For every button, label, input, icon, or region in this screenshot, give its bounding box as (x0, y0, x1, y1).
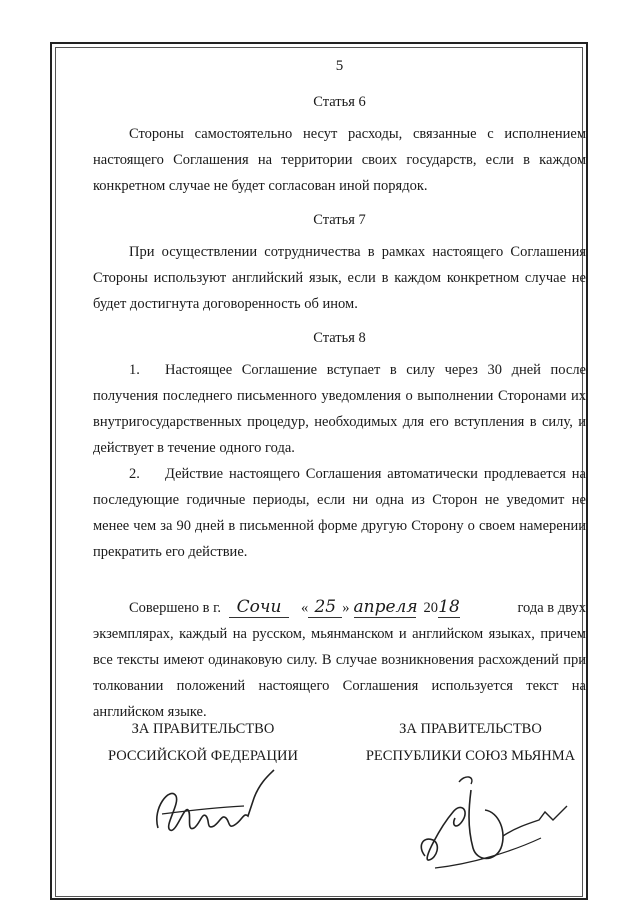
right-signature-scrawl (411, 766, 571, 876)
left-signature-scrawl (148, 768, 283, 853)
item-number: 1. (129, 362, 140, 378)
left-party-line1: ЗА ПРАВИТЕЛЬСТВО (131, 721, 275, 737)
signature-block (93, 716, 586, 886)
handwritten-year-suffix: 18 (438, 597, 460, 617)
right-party-line1: ЗА ПРАВИТЕЛЬСТВО (399, 721, 542, 737)
item-text: Действие настоящего Соглашения автоматически продлевается на последующие годичные периоды, если ни одна из Сторон не уведомит не менее чем за 90 дней в письменной форме другую Сторону о своем намерении прекратить его действие. (93, 466, 586, 560)
left-party-line2: РОССИЙСКОЙ ФЕДЕРАЦИИ (108, 748, 298, 764)
article-8-item-1 (93, 357, 586, 461)
signature-left (93, 716, 313, 770)
done-prefix: Совершено в г. (129, 600, 222, 616)
article-8-heading: Статья 8 (313, 330, 366, 346)
quote-open: « (301, 600, 309, 616)
article-6-text: Стороны самостоятельно несут расходы, связанные с исполнением настоящего Соглашения на территории своих государств, если в каждом конкретном случае не будет согласован иной порядок. (93, 126, 586, 194)
article-7-text: При осуществлении сотрудничества в рамках настоящего Соглашения Стороны используют английский язык, если в каждом конкретном случае не будет достигнута договоренность об ином. (93, 244, 586, 312)
done-first-line (93, 595, 586, 621)
year-prefix: 20 (423, 600, 439, 616)
done-rest-text: экземплярах, каждый на русском, мьянманском и английском языках, причем все тексты имеют одинаковую силу. В случае возникновения расхождений при толковании положений настоящего Соглашения используется текст на английском языке. (93, 626, 586, 720)
item-number: 2. (129, 466, 140, 482)
signature-right (348, 716, 593, 770)
handwritten-day: 25 (308, 597, 342, 618)
done-clause (93, 595, 586, 725)
right-party-line2: РЕСПУБЛИКИ СОЮЗ МЬЯНМА (365, 748, 576, 764)
article-8-item-2 (93, 461, 586, 565)
handwritten-month: апреля (353, 597, 418, 617)
item-text: Настоящее Соглашение вступает в силу через 30 дней после получения последнего письменного уведомления о выполнении Сторонами их внутригосударственных процедур, необходимых для его вступления в силу, и действует в течение одного года. (93, 362, 586, 456)
article-6-heading: Статья 6 (313, 94, 366, 110)
page-number: 5 (335, 58, 344, 74)
article-7-heading: Статья 7 (313, 212, 366, 228)
document-body (93, 58, 586, 725)
quote-close: » (342, 600, 350, 616)
handwritten-city: Сочи (229, 597, 289, 618)
done-line1-end: года в двух (517, 600, 586, 616)
